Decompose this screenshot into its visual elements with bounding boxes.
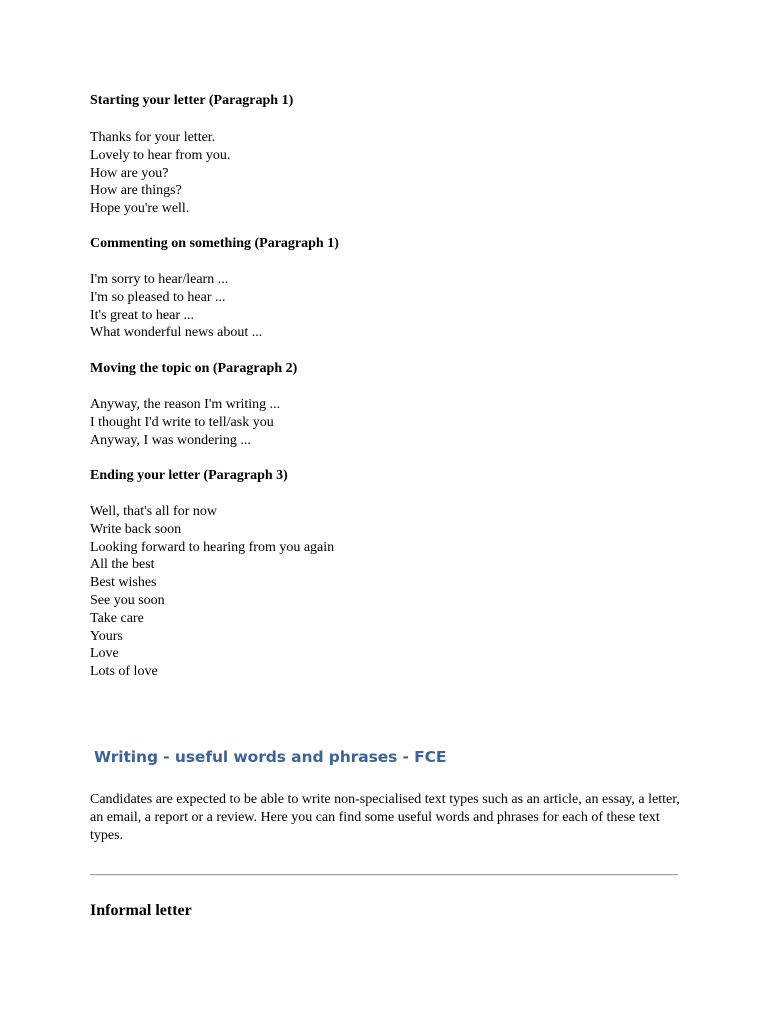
phrase-line: Best wishes: [90, 575, 157, 591]
phrase-line: It's great to hear ...: [90, 307, 194, 323]
phrase-line: Lovely to hear from you.: [90, 147, 231, 163]
phrase-line: Yours: [90, 628, 123, 644]
section-heading-moving-topic: Moving the topic on (Paragraph 2): [90, 361, 298, 376]
horizontal-divider: [90, 874, 678, 876]
phrase-line: Take care: [90, 610, 144, 626]
phrase-line: Well, that's all for now: [90, 504, 217, 519]
phrase-line: How are you?: [90, 165, 169, 181]
phrase-line: Love: [90, 646, 119, 662]
phrase-list-commenting: [90, 271, 262, 342]
article-title: Writing - useful words and phrases - FCE: [94, 748, 447, 766]
phrase-line: Hope you're well.: [90, 201, 190, 217]
phrase-line: I'm sorry to hear/learn ...: [90, 272, 229, 287]
phrase-line: Write back soon: [90, 521, 182, 537]
phrase-line: See you soon: [90, 592, 165, 608]
phrase-line: Anyway, the reason I'm writing ...: [90, 397, 281, 412]
phrase-list-moving-topic: [90, 396, 280, 449]
phrase-line: I'm so pleased to hear ...: [90, 289, 226, 305]
phrase-list-starting: [90, 129, 230, 218]
phrase-line: Anyway, I was wondering ...: [90, 432, 251, 448]
section-heading-starting: Starting your letter (Paragraph 1): [90, 93, 294, 108]
section-heading-commenting: Commenting on something (Paragraph 1): [90, 236, 339, 251]
phrase-line: What wonderful news about ...: [90, 325, 263, 341]
sub-heading-informal-letter: Informal letter: [90, 902, 192, 919]
phrase-line: I thought I'd write to tell/ask you: [90, 414, 274, 430]
phrase-line: Thanks for your letter.: [90, 130, 216, 145]
phrase-line: Lots of love: [90, 664, 158, 680]
phrase-line: All the best: [90, 557, 155, 573]
phrase-list-ending: [90, 503, 334, 681]
intro-paragraph: Candidates are expected to be able to write non-specialised text types such as an article, an essay, a letter, an email, a report or a review. Here you can find some useful words and phrases for each of these text types.: [90, 792, 680, 843]
section-heading-ending: Ending your letter (Paragraph 3): [90, 468, 288, 483]
phrase-line: Looking forward to hearing from you again: [90, 539, 335, 555]
phrase-line: How are things?: [90, 183, 182, 199]
